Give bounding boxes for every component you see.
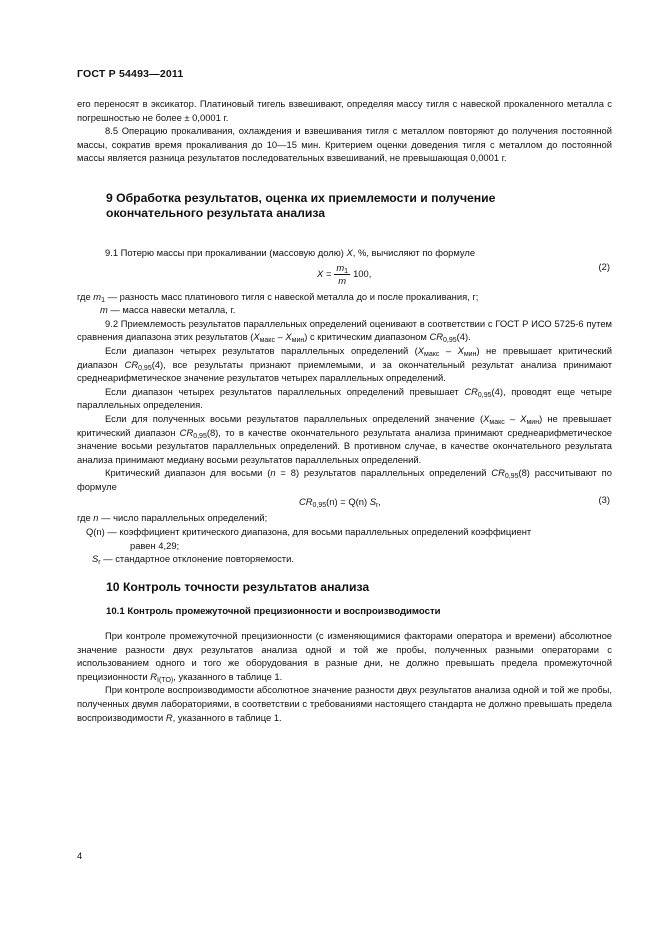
paragraph-8-5: 8.5 Операцию прокаливания, охлаждения и взвешивания тигля с металлом повторяют до получения постоянной массы, сократив время прокаливания до 10—15 мин. Критерием оценки доведения тигля с металлом до постоянной массы является разница результатов последовательных взвешиваний, не превышающая 0,0001 г.: [77, 125, 612, 164]
where-list-2: [77, 290, 612, 317]
standard-header: ГОСТ Р 54493—2011: [77, 68, 184, 80]
equation-number-3: (3): [598, 494, 610, 506]
formula-2: [77, 260, 612, 290]
where-m1: где $m_1$ — разность масс платинового тигля с навеской металла до и после прокаливания, г;: [77, 290, 479, 304]
equation-number-2: (2): [598, 260, 610, 272]
section-9-title-line1: 9 Обработка результатов, оценка их приемлемости и получение: [106, 190, 496, 205]
formula-2-lhs: X =: [317, 268, 332, 280]
document-body: [77, 97, 612, 724]
section-10-1-heading: 10.1 Контроль промежуточной прецизионности и воспроизводимости: [106, 606, 441, 618]
paragraph-10-1a: При контроле промежуточной прецизионности (с изменяющимися факторами оператора и времени) абсолютное значение разности двух результатов анализа одной и той же пробы, полученных разными операторами с использованием одного и того же оборудования в разные дни, не должно превышать предела промежуточной прецизионности $R_{I(TO)}$, указанного в таблице 1.: [77, 629, 612, 684]
formula-2-fraction: $\frac{m_1}{m}$: [336, 261, 349, 286]
where-m: m — масса навески металла, г.: [100, 304, 236, 316]
paragraph-9-2: 9.2 Приемлемость результатов параллельных определений оценивают в соответствии с ГОСТ Р ИСО 5725-6 путем сравнения диапазона этих результатов $(X_{макс} - X_{мин})$ с критическим диапазоном $CR_{0,95}(4)$.: [77, 317, 612, 345]
section-10-heading: 10 Контроль точности результатов анализа: [106, 579, 370, 594]
paragraph-9-1: 9.1 Потерю массы при прокаливании (массовую долю) X, %, вычисляют по формуле: [105, 246, 476, 258]
paragraph-eight-results: Если для полученных восьми результатов параллельных определений значение $(X_{макс} - X_{мин})$ не превышает критический диапазон $CR_{0,95}(8)$, то в качестве окончательного результата анализа принимают среднеарифметическое значение восьми результатов параллельных определений. В противном случае, в качестве окончательного результата анализа принимают медиану восьми результатов параллельных определений.: [77, 412, 612, 465]
paragraph-range-exceeds: Если диапазон четырех результатов параллельных определений превышает $CR_{0,95}(4)$, проводят еще четыре параллельных определения.: [77, 385, 612, 411]
paragraph-intro: его переносят в эксикатор. Платиновый тигель взвешивают, определяя массу тигля с навеской прокаленного металла с погрешностью не более ± 0,0001 г.: [77, 98, 612, 123]
paragraph-range-ok: Если диапазон четырех результатов параллельных определений $(X_{макс} - X_{мин})$ не превышает критический диапазон $CR_{0,95}(4)$, все результаты признают приемлемыми, и за окончательный результат анализа принимают среднеарифметическое значение результатов четырех параллельных определений.: [77, 344, 612, 384]
where-qn: Q(n) — коэффициент критического диапазона, для восьми параллельных определений коэффициент: [86, 526, 532, 538]
where-sr: $S_r$ — стандартное отклонение повторяемости.: [92, 553, 294, 567]
formula-2-tail: 100,: [353, 268, 372, 280]
section-9-heading: [77, 191, 612, 222]
formula-3: $CR_{0,95}(n) = Q(n)$ $S_r$, (3): [299, 494, 610, 510]
paragraph-10-1b: При контроле воспроизводимости абсолютное значение разности двух результатов анализа одной и той же пробы, полученных двумя лабораториями, в соответствии с требованиями настоящего стандарта не должно превышать предела воспроизводимости R, указанного в таблице 1.: [77, 684, 612, 723]
where-qn-cont: равен 4,29;: [130, 539, 180, 551]
section-9-title-line2: окончательного результата анализа: [106, 206, 326, 221]
where-n: где n — число параллельных определений;: [77, 512, 268, 524]
where-list-3: [77, 511, 612, 565]
paragraph-critical-range-8: Критический диапазон для восьми (n = 8) результатов параллельных определений $CR_{0,95}(8)$ рассчитывают по формуле: [77, 467, 612, 492]
page-number: 4: [77, 850, 83, 861]
